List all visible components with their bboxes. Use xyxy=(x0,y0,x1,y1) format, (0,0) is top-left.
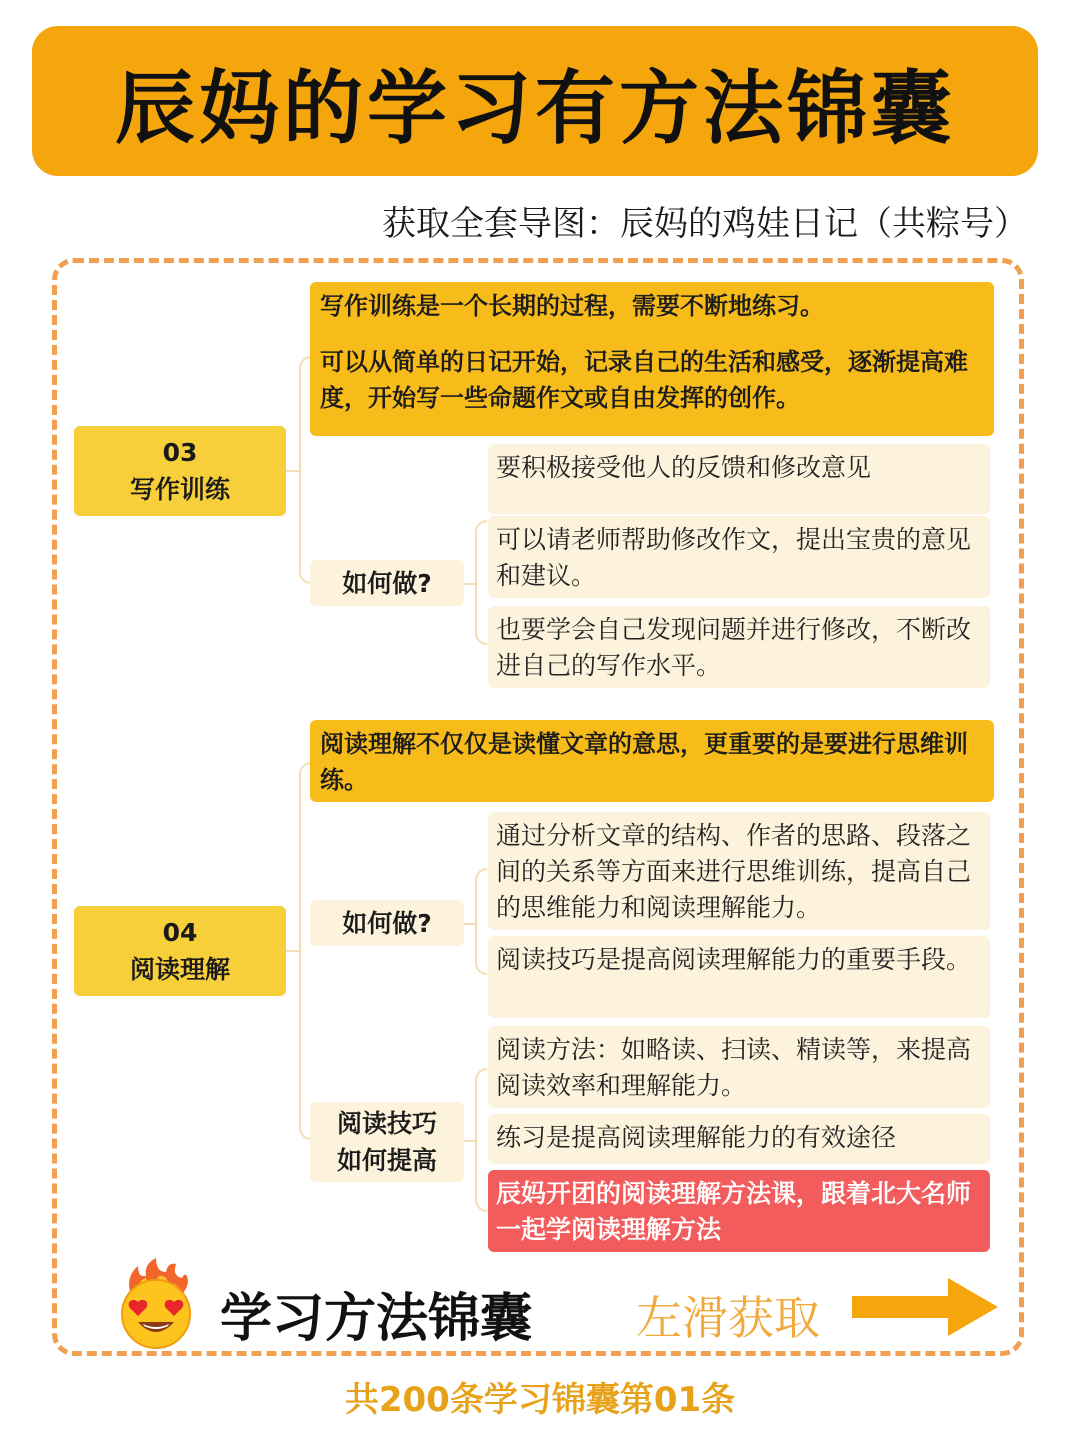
connector xyxy=(475,923,487,975)
writing-main-box xyxy=(310,282,994,436)
leaf-item: 阅读方法：如略读、扫读、精读等，来提高阅读效率和理解能力。 xyxy=(488,1026,990,1108)
leaf-item: 阅读技巧是提高阅读理解能力的重要手段。 xyxy=(488,936,990,1018)
leaf-item: 通过分析文章的结构、作者的思路、段落之间的关系等方面来进行思维训练，提高自己的思维能力和阅读理解能力。 xyxy=(488,812,990,930)
leaf-item: 要积极接受他人的反馈和修改意见 xyxy=(488,444,990,514)
section-name: 写作训练 xyxy=(129,475,230,504)
reading-main-box xyxy=(310,720,994,802)
heart-eyes-fire-emoji-icon xyxy=(116,1258,196,1350)
connector xyxy=(475,520,487,585)
connector xyxy=(286,950,300,952)
connector xyxy=(475,868,487,925)
subtitle: 获取全套导图：辰妈的鸡娃日记（共粽号） xyxy=(382,204,1028,244)
main-text: 可以从简单的日记开始，记录自己的生活和感受，逐渐提高难度，开始写一些命题作文或自由发挥的创作。 xyxy=(320,348,968,412)
connector xyxy=(475,583,487,645)
branch-label-line: 阅读技巧 xyxy=(336,1109,437,1138)
title-banner xyxy=(32,26,1038,176)
bottom-title: 学习方法锦囊 xyxy=(220,1289,533,1349)
leaf-item: 也要学会自己发现问题并进行修改，不断改进自己的写作水平。 xyxy=(488,606,990,688)
swipe-hint[interactable]: 左滑获取 xyxy=(636,1291,820,1345)
section-label-reading xyxy=(74,906,286,996)
branch-label-reading-skills xyxy=(310,1102,464,1182)
promo-leaf-item[interactable]: 辰妈开团的阅读理解方法课，跟着北大名师一起学阅读理解方法 xyxy=(488,1170,990,1252)
main-text: 阅读理解不仅仅是读懂文章的意思，更重要的是要进行思维训练。 xyxy=(320,730,968,794)
section-number: 03 xyxy=(162,438,198,467)
right-arrow-icon[interactable] xyxy=(852,1278,998,1336)
branch-label-line: 如何提高 xyxy=(336,1146,437,1175)
branch-label-how: 如何做? xyxy=(310,900,464,946)
section-name: 阅读理解 xyxy=(129,955,230,984)
section-label-writing xyxy=(74,426,286,516)
connector xyxy=(475,1140,487,1212)
main-text: 写作训练是一个长期的过程，需要不断地练习。 xyxy=(320,292,824,320)
page-title: 辰妈的学习有方法锦囊 xyxy=(115,61,955,155)
connector xyxy=(475,1068,487,1142)
section-number: 04 xyxy=(162,918,198,947)
leaf-item: 练习是提高阅读理解能力的有效途径 xyxy=(488,1114,990,1164)
footer-counter: 共200条学习锦囊第01条 xyxy=(344,1380,736,1420)
branch-label-how: 如何做? xyxy=(310,560,464,606)
leaf-item: 可以请老师帮助修改作文，提出宝贵的意见和建议。 xyxy=(488,516,990,598)
connector xyxy=(286,470,300,472)
